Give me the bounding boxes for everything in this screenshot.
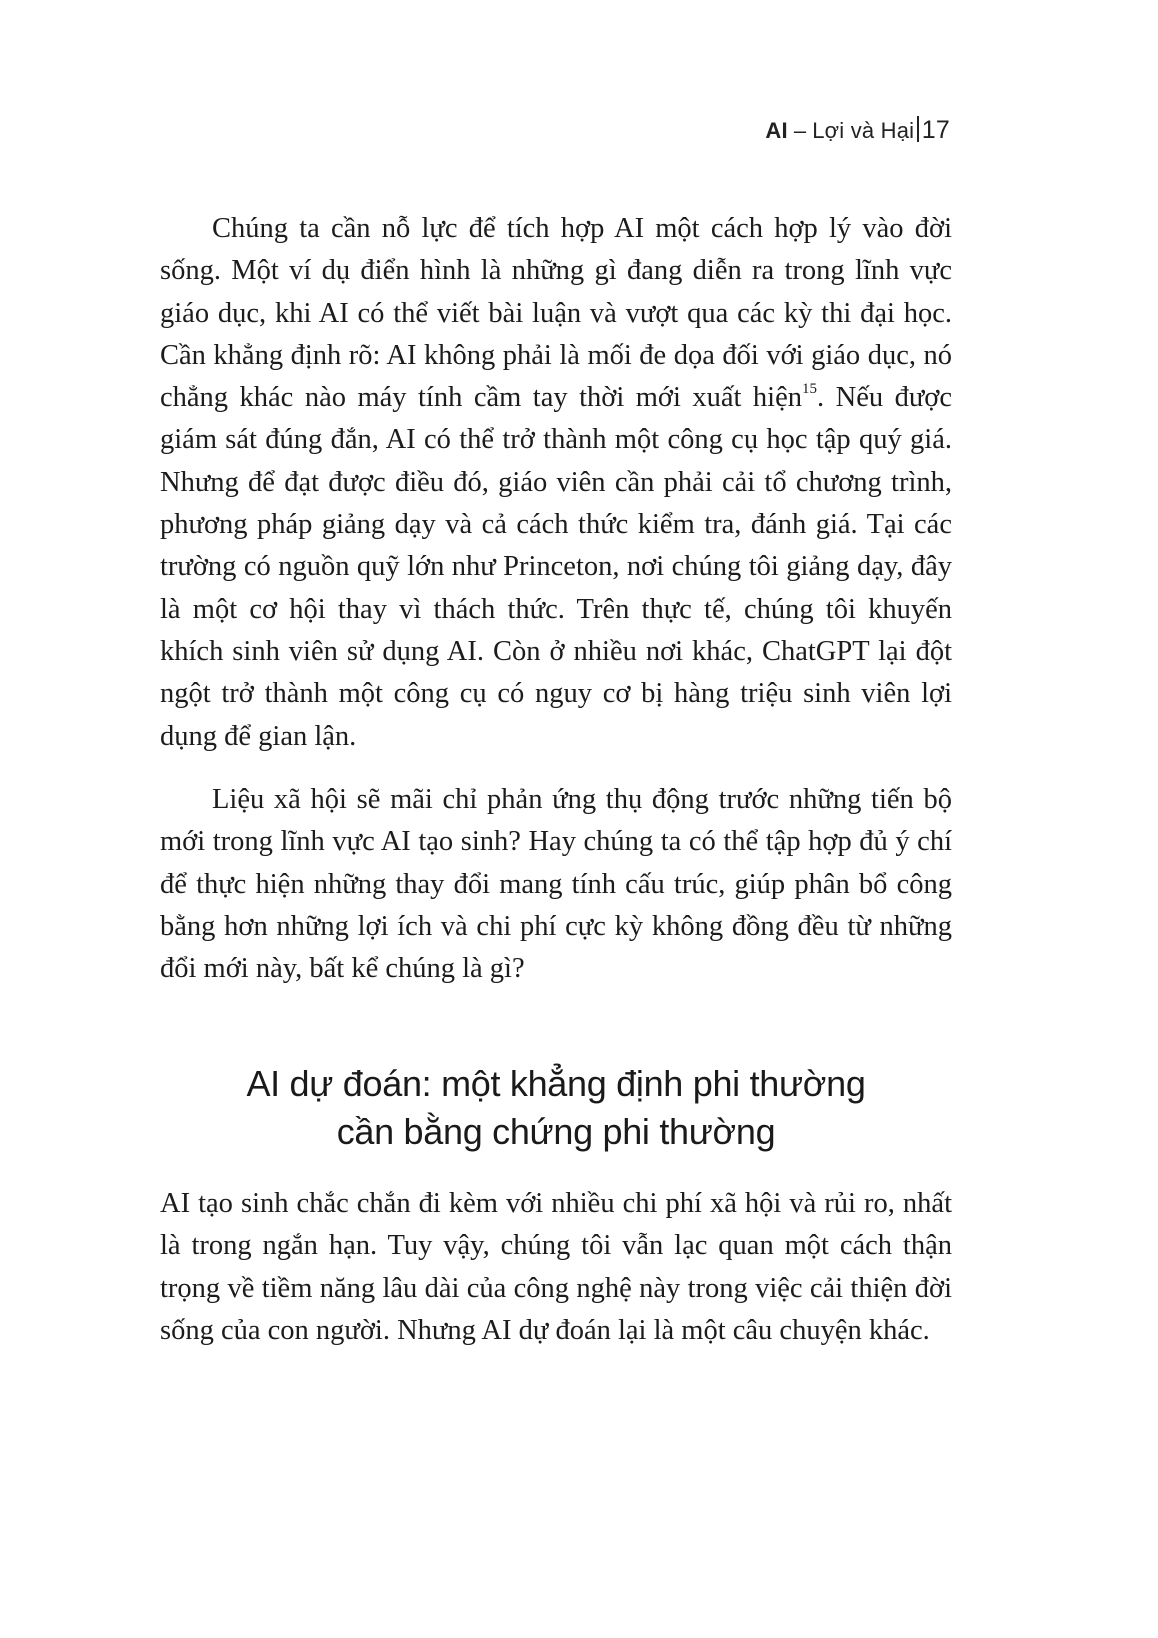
paragraph-1-text	[160, 208, 952, 758]
footnote-reference[interactable]: 15	[802, 380, 817, 397]
running-header	[765, 112, 950, 145]
paragraph-1-text-a: Chúng ta cần nỗ lực để tích hợp AI một cách hợp lý vào đời sống. Một ví dụ điển hình là những gì đang diễn ra trong lĩnh vực giáo dục, khi AI có thể viết bài luận và vượt qua các kỳ thi đại học. Cần khẳng định rõ: AI không phải là mối đe dọa đối với giáo dục, nó chẳng khác nào máy tính cầm tay thời mới xuất hiện	[160, 213, 952, 414]
section-heading-line-2: cần bằng chứng phi thường	[336, 1111, 776, 1152]
page-number: 17	[921, 116, 950, 144]
header-divider	[917, 116, 919, 142]
header-separator: –	[793, 118, 807, 143]
section-paragraph-1-text: AI tạo sinh chắc chắn đi kèm với nhiều chi phí xã hội và rủi ro, nhất là trong ngắn hạn. Tuy vậy, chúng tôi vẫn lạc quan một cách thận trọng về tiềm năng lâu dài của công nghệ này trong việc cải thiện đời sống của con người. Nhưng AI dự đoán lại là một câu chuyện khác.	[160, 1188, 952, 1346]
header-chapter-title: Lợi và Hại	[812, 118, 915, 143]
paragraph-1	[160, 208, 952, 758]
section-paragraph-1	[160, 1183, 952, 1352]
section-heading	[160, 1060, 952, 1156]
paragraph-2-text: Liệu xã hội sẽ mãi chỉ phản ứng thụ động trước những tiến bộ mới trong lĩnh vực AI tạo sinh? Hay chúng ta có thể tập hợp đủ ý chí để thực hiện những thay đổi mang tính cấu trúc, giúp phân bổ công bằng hơn những lợi ích và chi phí cực kỳ không đồng đều từ những đổi mới này, bất kể chúng là gì?	[160, 784, 952, 985]
paragraph-1-text-b: . Nếu được giám sát đúng đắn, AI có thể trở thành một công cụ học tập quý giá. Nhưng để đạt được điều đó, giáo viên cần phải cải tổ chương trình, phương pháp giảng dạy và cả cách thức kiểm tra, đánh giá. Tại các trường có nguồn quỹ lớn như Princeton, nơi chúng tôi giảng dạy, đây là một cơ hội thay vì thách thức. Trên thực tế, chúng tôi khuyến khích sinh viên sử dụng AI. Còn ở nhiều nơi khác, ChatGPT lại đột ngột trở thành một công cụ có nguy cơ bị hàng triệu sinh viên lợi dụng để gian lận.	[160, 382, 952, 752]
header-book-label: AI	[765, 118, 788, 143]
section-heading-line-1: AI dự đoán: một khẳng định phi thường	[246, 1063, 866, 1104]
paragraph-2	[160, 779, 952, 990]
